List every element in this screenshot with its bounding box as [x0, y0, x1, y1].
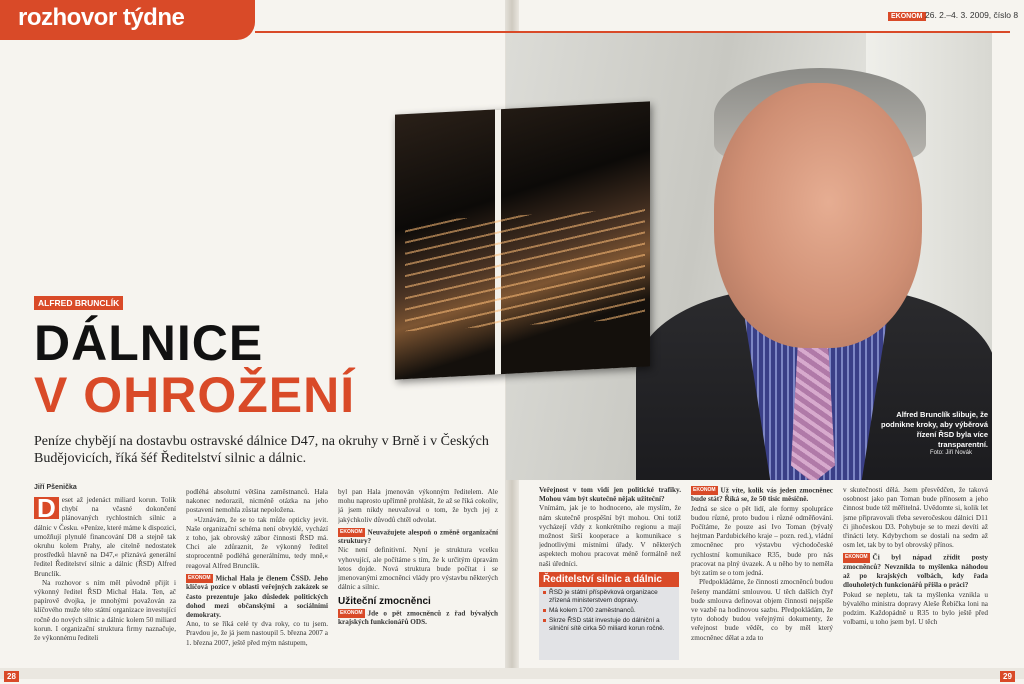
- interview-question: Jde o pět zmocněnců z řad bývalých krajských funkcionářů ODS.: [338, 608, 498, 626]
- headline-line-2: V OHROŽENÍ: [34, 367, 356, 423]
- interview-answer: Pokud se nepletu, tak ta myšlenka vznikla u bývalého ministra dopravy Aleše Řebíčka loni na podzim. Každopádně u R35 to bylo ještě před volbami, u toho jsem byl. U těch: [843, 590, 988, 627]
- photo-credit: Foto: Jiří Novák: [930, 450, 973, 456]
- article-kicker: ALFRED BRUNCLÍK: [34, 296, 123, 310]
- interview-question: Či byl nápad zřídit posty zmocněnců? Nevznikla to myšlenka náhodou až po krajských volbách, kdy řada dlouholetých funkcionářů přišla o práci?: [843, 553, 988, 590]
- photo-face: [714, 83, 922, 348]
- interview-question: Veřejnost v tom vidí jen politické trafiky. Mohou vám být skutečně nějak užiteční?: [539, 486, 681, 504]
- paragraph: Na rozhovor s ním měl původně přijít i výkonný ředitel ŘSD Michal Hala. Ten, ač papírově dvojka, je mnohými považován za klíčového muže této státní organizace investující ročně do nových silnic a dálnic kolem 50 miliard korun. I organizační struktura firmy naznačuje, že výkonnému řediteli: [34, 578, 176, 643]
- paragraph: eset až jedenáct miliard korun. Tolik chybí na včasné dokončení plánovaných rychlostních silnic a dálnic v Česku. »Peníze, které máme k dispozici, umožňují plynulé financování D8 a stejně tak okruhu kolem Prahy, ale citelně nedostatek prostředků hlavně na D47,« přiznává generální ředitel Ředitelství silnic a dálnic (ŘSD) Alfred Brunclík.: [34, 496, 176, 578]
- headline-line-1: DÁLNICE: [34, 315, 264, 371]
- drop-cap: D: [34, 497, 59, 519]
- interview-answer: Jedná se sice o pět lidí, ale formy spolupráce budou různé, proto budou i různé odměňování. Počítáme, že pouze asi Ivo Toman (bývalý hejtman Pardubického kraje – pozn. red.), vládní zmocněnec pro výstavbu východočeské rychlostní komunikace R35, bude pro nás pracovat na plný úvazek. A u něho by to neměla být zatím se o tom jedná.: [691, 504, 833, 578]
- paragraph: v skutečnosti dělá. Jsem přesvědčen, že taková osobnost jako pan Toman bude přínosem a jeho činnost bude též měřitelná. Uvědomte si, kolik let jsme připravovali třeba severočeskou dálnici D11 či jihočeskou D3. Pohybuje se to mezi devíti až třinácti lety. Kdybychom se dostali na sedm až osm let, tak by to byl obrovský přínos.: [843, 486, 988, 550]
- text-column-6: [843, 486, 988, 662]
- text-column-5: [691, 486, 833, 662]
- ekonom-question-tag: EKONOM: [186, 574, 213, 583]
- text-column-4: [539, 486, 681, 570]
- ekonom-question-tag: EKONOM: [843, 553, 870, 562]
- fact-item: Skrze ŘSD stát investuje do dálniční a silniční sítě cirka 50 miliard korun ročně.: [539, 615, 679, 633]
- page-number-label: 29: [1000, 671, 1015, 682]
- ekonom-question-tag: EKONOM: [338, 609, 365, 618]
- fact-item: Má kolem 1700 zaměstnanců.: [539, 605, 679, 615]
- section-title: rozhovor týdne: [18, 4, 185, 31]
- text-column-2: [186, 488, 328, 662]
- ekonom-question-tag: EKONOM: [691, 486, 718, 495]
- magazine-logo: EKONOM: [888, 12, 926, 21]
- interview-answer: Nic není definitivní. Nyní je struktura vcelku vyhovující, ale počítáme s tím, že k určitým úpravám letos dojde. Nová struktura bude počítat i se jmenovanými zmocněnci vlády pro výstavbu některých dálnic a silnic.: [338, 546, 498, 592]
- page-number-left: [4, 666, 19, 684]
- subheading: Užiteční zmocněnci: [338, 595, 431, 607]
- interview-question: Neuvažujete alespoň o změně organizační struktury?: [338, 528, 498, 546]
- ekonom-question-tag: EKONOM: [338, 528, 365, 537]
- article-lead: Peníze chybějí na dostavbu ostravské dálnice D47, na okruhy v Brně i v Českých Budějovicích, říká šéf Ředitelství silnic a dálnic.: [34, 434, 489, 466]
- fact-box: [539, 572, 679, 660]
- byline: Jiří Pšenička: [34, 484, 77, 491]
- issue-info: 26. 2.–4. 3. 2009, číslo 8: [925, 10, 1019, 20]
- paragraph: byl pan Hala jmenován výkonným ředitelem. Ale mohu naprosto upřímně prohlásit, že až se říká cokoliv, já jsem nikdy neuvažoval o tom, že bych jej z jakýchkoliv důvodů chtěl odvolat.: [338, 488, 498, 524]
- paragraph: podléhá absolutní většina zaměstnanců. Hala nakonec nedorazil, nicméně otázka na jeho postavení nemohla zůstat nepoložena.: [186, 488, 328, 515]
- text-column-3: [338, 488, 498, 662]
- page-number-right: [1000, 666, 1015, 684]
- interview-answer: Vnímám, jak je to hodnoceno, ale myslím, že nám skutečně prospěšní být mohou. Oni totiž vycházejí vždy z konkrétního regionu a mají možnost širší kooperace a komunikace s jednotlivými místními úřady. V některých aspektech mohou pracovat méně formálně než naši úředníci.: [539, 504, 681, 568]
- interview-question: Už víte, kolik vás jeden zmocněnec bude stát? Říká se, že 50 tisíc měsíčně.: [691, 486, 833, 504]
- bottom-strip: [0, 668, 1024, 679]
- interview-answer: Ano, to se říká celé ty dva roky, co tu jsem. Pravdou je, že já jsem nastoupil 5. března 2007 a 1. března 2007, ještě před mým nástupem,: [186, 620, 328, 647]
- photo-caption: Alfred Brunclík slibuje, že podnikne kroky, aby výběrová řízení ŘSD byla více transparentní.: [881, 410, 988, 449]
- page-number-label: 28: [4, 671, 19, 682]
- fact-item: ŘSD je státní příspěvková organizace zřízená ministerstvem dopravy.: [539, 587, 679, 605]
- fact-box-title: Ředitelství silnic a dálnic: [539, 572, 679, 587]
- paragraph: Předpokládáme, že činnosti zmocněnců budou řešeny mandátní smlouvou. U těch dalších čtyř bude smlouva definovat objem činnosti nejspíše ve vazbě na hodinovou sazbu. Předpokládám, že tyto dohody budou veřejnými dokumenty, že veřejnost bude vědět, co by měl který zmocněnec dělat a zda to: [691, 578, 833, 642]
- text-column-1: [34, 496, 176, 662]
- light-trails: [405, 209, 645, 332]
- interview-question: Michal Hala je členem ČSSD. Jeho klíčová pozice v oblasti veřejných zakázek se často prezentuje jako důsledek politických dohod mezi občanskými a sociálními demokraty.: [186, 574, 328, 619]
- paragraph: »Uznávám, že se to tak může opticky jevit. Naše organizační schéma není obvyklé, vychází z toho, jak obrovský zábor činnosti ŘSD má. Chci ale zdůraznit, že výkonný ředitel stoprocentně podléhá generálnímu, tedy mně,« reagoval Alfred Brunclík.: [186, 515, 328, 570]
